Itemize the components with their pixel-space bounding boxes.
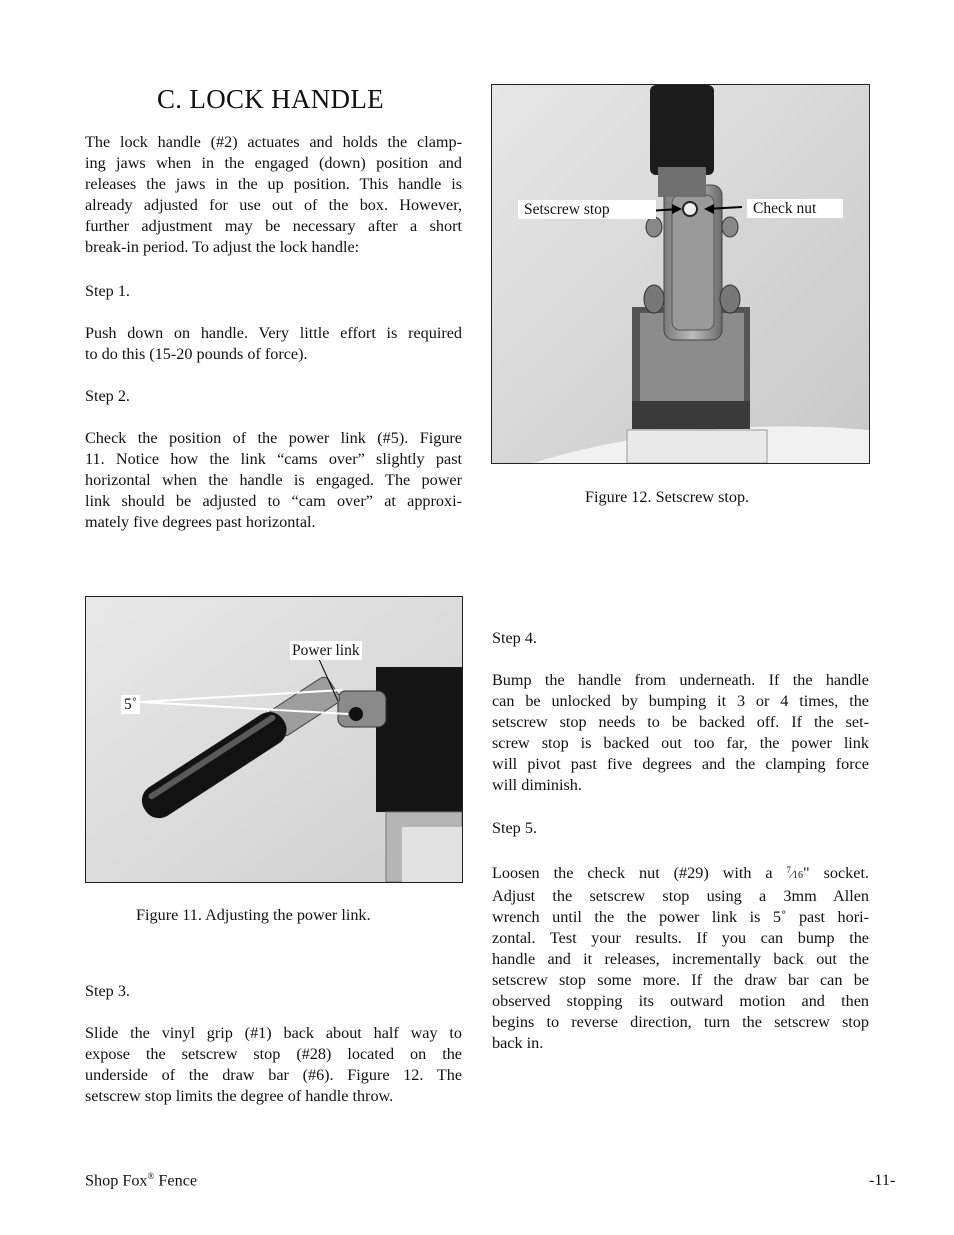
figure-12-caption: Figure 12. Setscrew stop. xyxy=(585,488,750,506)
step2-line: Check the position of the power link (#5). Figure xyxy=(85,429,462,447)
intro-line: ing jaws when in the engaged (down) position and xyxy=(85,154,462,172)
figure-11-caption: Figure 11. Adjusting the power link. xyxy=(136,906,371,924)
step1-line: Push down on handle. Very little effort is required xyxy=(85,324,462,342)
step3-line: expose the setscrew stop (#28) located on the xyxy=(85,1045,462,1063)
step1-line: to do this (15-20 pounds of force). xyxy=(85,345,308,363)
angle-label: 5˚ xyxy=(121,695,140,714)
fraction: $^7$⁄16 xyxy=(786,865,804,881)
step5-line1-end: " socket. xyxy=(803,864,870,882)
power-link-label: Power link xyxy=(292,642,360,659)
page-number: -11- xyxy=(869,1171,896,1189)
step3-line: underside of the draw bar (#6). Figure 12. The xyxy=(85,1066,462,1084)
step5-line: setscrew stop some more. If the draw bar can be xyxy=(492,971,869,989)
setscrew-stop-illustration xyxy=(492,85,869,463)
step2-line: horizontal when the handle is engaged. The power xyxy=(85,471,462,489)
step4-line: can be unlocked by bumping it 3 or 4 times, the xyxy=(492,692,869,710)
figure-11-photo xyxy=(85,596,463,883)
step2-line: link should be adjusted to “cam over” at approxi- xyxy=(85,492,462,510)
step4-heading: Step 4. xyxy=(492,629,537,647)
step5-heading: Step 5. xyxy=(492,819,537,837)
check-nut-label: Check nut xyxy=(747,199,843,218)
step3-heading: Step 3. xyxy=(85,982,130,1000)
step4-line: screw stop is backed out too far, the power link xyxy=(492,734,869,752)
fraction-numerator: 7 xyxy=(786,865,792,875)
step2-line: mately five degrees past horizontal. xyxy=(85,513,316,531)
footer-brand: Shop Fox xyxy=(85,1171,148,1190)
figure-12-photo xyxy=(491,84,870,464)
step5-line: zontal. Test your results. If you can bump the xyxy=(492,929,869,947)
step5-line: begins to reverse direction, turn the setscrew stop xyxy=(492,1013,869,1031)
setscrew-stop-label: Setscrew stop xyxy=(518,200,656,219)
fraction-denominator: 16 xyxy=(793,870,804,881)
registered-mark: ® xyxy=(147,1171,155,1181)
step3-line: Slide the vinyl grip (#1) back about half way to xyxy=(85,1024,462,1042)
step5-line: Adjust the setscrew stop using a 3mm Allen xyxy=(492,887,869,905)
footer-title xyxy=(85,1171,197,1190)
step2-paragraph xyxy=(85,428,462,533)
step4-line: Bump the handle from underneath. If the handle xyxy=(492,671,869,689)
footer-product: Fence xyxy=(154,1171,198,1190)
intro-line: The lock handle (#2) actuates and holds the clamp- xyxy=(85,133,462,151)
power-link-illustration xyxy=(86,597,462,882)
step5-line xyxy=(492,860,869,886)
step4-paragraph xyxy=(492,670,869,796)
section-title: C. LOCK HANDLE xyxy=(157,84,384,114)
intro-line: already adjusted for use out of the box. However, xyxy=(85,196,462,214)
step5-paragraph xyxy=(492,860,869,1054)
step2-heading: Step 2. xyxy=(85,387,130,405)
step5-line1-start: Loosen the check nut (#29) with a xyxy=(492,864,773,882)
step4-line: will diminish. xyxy=(492,776,582,794)
step3-paragraph xyxy=(85,1023,462,1107)
step5-line: observed stopping its outward motion and then xyxy=(492,992,869,1010)
intro-line: further adjustment may be necessary after a short xyxy=(85,217,462,235)
step4-line: will pivot past five degrees and the clamping force xyxy=(492,755,869,773)
step2-line: 11. Notice how the link “cams over” slightly past xyxy=(85,450,462,468)
step3-line: setscrew stop limits the degree of handle throw. xyxy=(85,1087,394,1105)
intro-line: break-in period. To adjust the lock handle: xyxy=(85,238,360,256)
step5-line: handle and it releases, incrementally back out the xyxy=(492,950,869,968)
step1-heading: Step 1. xyxy=(85,282,130,300)
intro-paragraph xyxy=(85,132,462,258)
step5-line: back in. xyxy=(492,1034,544,1052)
intro-line: releases the jaws in the up position. This handle is xyxy=(85,175,462,193)
step1-paragraph xyxy=(85,323,462,365)
step4-line: setscrew stop needs to be backed off. If the set- xyxy=(492,713,869,731)
step5-line: wrench until the the power link is 5˚ past hori- xyxy=(492,908,869,926)
